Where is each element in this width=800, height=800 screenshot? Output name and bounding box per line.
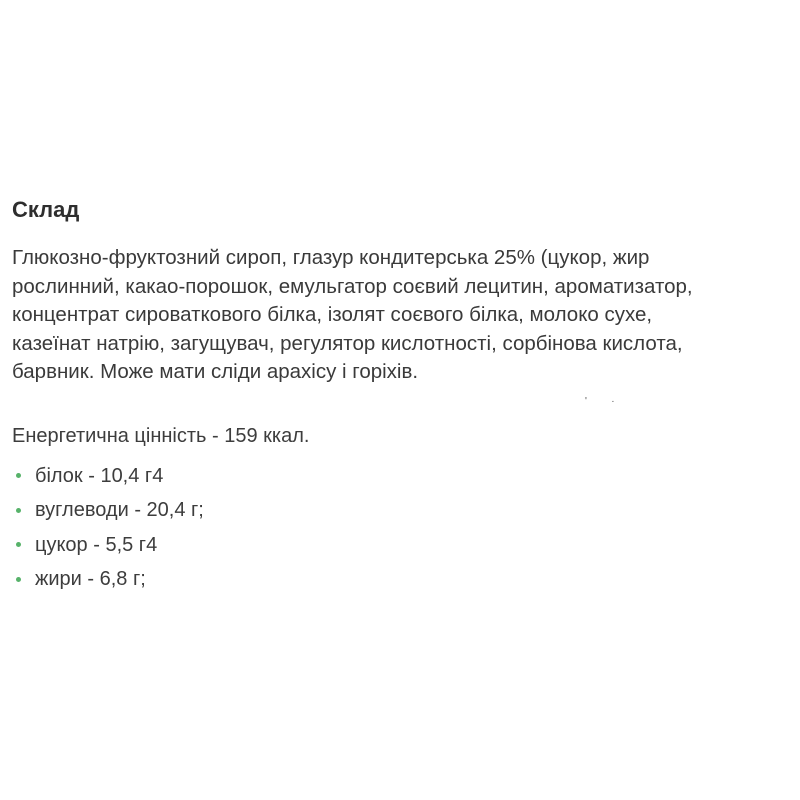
- nutrient-label: вуглеводи - 20,4 г;: [35, 499, 204, 521]
- composition-line: рослинний, какао-порошок, емульгатор соєвий лецитин, ароматизатор,: [12, 274, 693, 298]
- bullet-icon: [16, 508, 21, 513]
- text-artifact-specks: ' ·: [585, 396, 619, 407]
- nutrient-label: білок - 10,4 г4: [35, 464, 164, 487]
- list-item: [12, 528, 792, 563]
- nutrient-label: цукор - 5,5 г4: [35, 533, 158, 556]
- composition-heading: Склад: [12, 197, 80, 222]
- composition-line: концентрат сироваткового білка, ізолят соєвого білка, молоко сухе,: [12, 303, 653, 326]
- composition-line: барвник. Може мати сліди арахісу і горіхів.: [12, 360, 419, 383]
- nutrient-label: жири - 6,8 г;: [35, 568, 146, 590]
- composition-line: казеїнат натрію, загущувач, регулятор кислотності, сорбінова кислота,: [12, 331, 683, 355]
- product-composition: [12, 196, 792, 597]
- composition-text: [12, 244, 792, 387]
- bullet-icon: [16, 473, 21, 478]
- bullet-icon: [16, 577, 21, 582]
- list-item: [12, 493, 792, 528]
- list-item: [12, 459, 792, 494]
- bullet-icon: [16, 542, 21, 547]
- composition-line: Глюкозно-фруктозний сироп, глазур кондитерська 25% (цукор, жир: [12, 246, 650, 269]
- nutrient-list: [12, 459, 792, 597]
- energy-value: Енергетична цінність - 159 ккал.: [12, 424, 310, 447]
- list-item: [12, 562, 792, 597]
